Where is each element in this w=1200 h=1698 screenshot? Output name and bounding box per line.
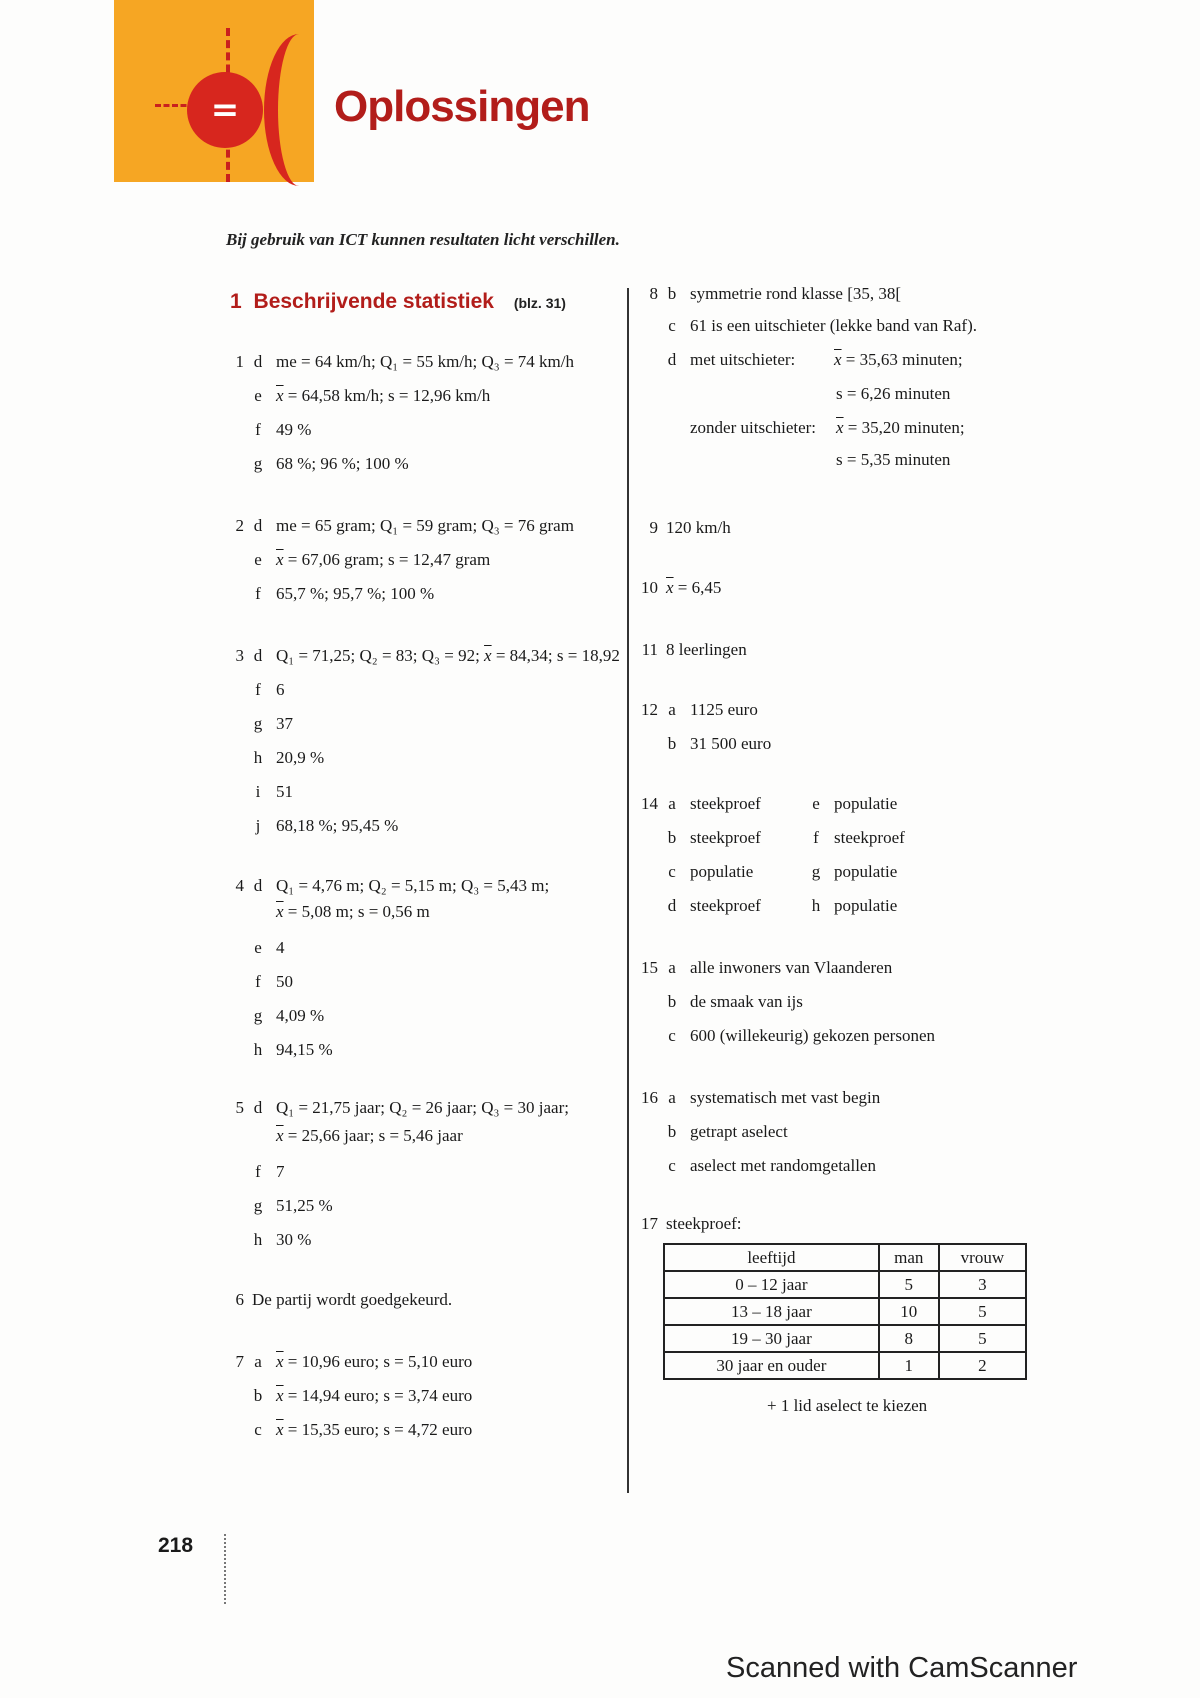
sub-label: g bbox=[811, 862, 821, 881]
answer-3j bbox=[226, 816, 398, 836]
answer-3f bbox=[226, 680, 285, 700]
sub-label: b bbox=[667, 992, 677, 1011]
table-row bbox=[664, 1352, 1026, 1379]
page-divider bbox=[224, 1534, 226, 1604]
answer-4d bbox=[226, 876, 549, 896]
answer-label: met uitschieter: bbox=[690, 350, 796, 369]
sub-label: b bbox=[667, 828, 677, 847]
sub-label: b bbox=[253, 1386, 263, 1405]
answer-text: de smaak van ijs bbox=[690, 992, 803, 1011]
answer-text: 68,18 %; 95,45 % bbox=[276, 816, 399, 835]
question-number: 5 bbox=[235, 1098, 244, 1117]
answer-5h bbox=[226, 1230, 311, 1250]
sub-label: d bbox=[667, 350, 677, 369]
table-note bbox=[767, 1396, 927, 1416]
answer-text: s = 6,26 minuten bbox=[836, 384, 951, 403]
answer-text: 120 km/h bbox=[666, 518, 731, 537]
answer-8d-without bbox=[690, 418, 965, 438]
answer-5g bbox=[226, 1196, 333, 1216]
sub-label: d bbox=[667, 896, 677, 915]
answer-8d-with-s bbox=[836, 384, 950, 404]
answer-text: aselect met randomgetallen bbox=[690, 1156, 876, 1175]
sub-label: e bbox=[254, 938, 262, 957]
answer-3g bbox=[226, 714, 293, 734]
table-cell: 3 bbox=[939, 1271, 1026, 1298]
answer-text: 20,9 % bbox=[276, 748, 325, 767]
sub-label: a bbox=[668, 1088, 676, 1107]
answer-text: steekproef bbox=[690, 896, 761, 915]
sub-label: e bbox=[254, 386, 262, 405]
answer-16a bbox=[640, 1088, 880, 1108]
answer-text: me = 64 km/h; Q₁ = 55 km/h; Q₃ = 74 km/h bbox=[276, 352, 574, 371]
question-number: 16 bbox=[641, 1088, 658, 1107]
sub-label: h bbox=[253, 1040, 263, 1059]
answer-2d bbox=[226, 516, 574, 536]
sub-label: c bbox=[668, 316, 676, 335]
sample-table bbox=[663, 1243, 1027, 1380]
mean-symbol: $\overline{x}$ bbox=[276, 1386, 284, 1405]
answer-text: = 67,06 gram; s = 12,47 gram bbox=[283, 550, 491, 569]
answer-text: 6 bbox=[276, 680, 285, 699]
answer-4e bbox=[226, 938, 285, 958]
answer-5f bbox=[226, 1162, 285, 1182]
sub-label: i bbox=[255, 782, 261, 801]
sub-label: d bbox=[253, 516, 263, 535]
answer-text: steekproef bbox=[690, 828, 761, 847]
answer-1e bbox=[226, 386, 490, 406]
answer-text: = 64,58 km/h; s = 12,96 km/h bbox=[283, 386, 491, 405]
answer-1d bbox=[226, 352, 574, 372]
table-cell: 13 – 18 jaar bbox=[664, 1298, 879, 1325]
sub-label: h bbox=[811, 896, 821, 915]
answer-text: populatie bbox=[834, 794, 898, 813]
answer-4f bbox=[226, 972, 293, 992]
answer-text: populatie bbox=[834, 896, 898, 915]
answer-text: 94,15 % bbox=[276, 1040, 333, 1059]
section-number: 1 bbox=[230, 290, 242, 313]
section-heading bbox=[230, 290, 566, 314]
table-cell: 5 bbox=[879, 1271, 939, 1298]
sub-label: j bbox=[255, 816, 261, 835]
answer-16c bbox=[640, 1156, 876, 1176]
answer-text: Q₁ = 4,76 m; Q₂ = 5,15 m; Q₃ = 5,43 m; bbox=[276, 876, 550, 895]
table-cell: 5 bbox=[939, 1298, 1026, 1325]
sub-label: f bbox=[255, 972, 261, 991]
answer-3h bbox=[226, 748, 324, 768]
bracket-arc-icon bbox=[264, 34, 334, 186]
answer-text: symmetrie rond klasse [35, 38[ bbox=[690, 284, 902, 303]
answer-text: systematisch met vast begin bbox=[690, 1088, 881, 1107]
answer-text: = 84,34; s = 18,92 bbox=[491, 646, 620, 665]
question-number: 4 bbox=[235, 876, 244, 895]
answer-6 bbox=[226, 1290, 452, 1310]
answer-1f bbox=[226, 420, 311, 440]
sub-label: g bbox=[253, 714, 263, 733]
answer-17 bbox=[640, 1214, 742, 1234]
sub-label: d bbox=[253, 876, 263, 895]
answer-14c bbox=[640, 862, 897, 882]
answer-text: 31 500 euro bbox=[690, 734, 772, 753]
sub-label: g bbox=[253, 1006, 263, 1025]
answer-2e bbox=[226, 550, 490, 570]
question-number: 9 bbox=[649, 518, 658, 537]
sub-label: b bbox=[667, 1122, 677, 1141]
sub-label: b bbox=[667, 284, 677, 303]
sub-label: g bbox=[253, 454, 263, 473]
answer-text: steekproef: bbox=[666, 1214, 742, 1233]
sub-label: f bbox=[255, 420, 261, 439]
table-cell: 0 – 12 jaar bbox=[664, 1271, 879, 1298]
answer-text: me = 65 gram; Q₁ = 59 gram; Q₃ = 76 gram bbox=[276, 516, 574, 535]
answer-label: zonder uitschieter: bbox=[690, 418, 817, 437]
question-number: 8 bbox=[649, 284, 658, 303]
mean-symbol: $\overline{x}$ bbox=[276, 902, 284, 921]
sub-label: a bbox=[668, 700, 676, 719]
question-number: 3 bbox=[235, 646, 244, 665]
column-header: man bbox=[879, 1244, 939, 1271]
answer-text: getrapt aselect bbox=[690, 1122, 788, 1141]
answer-text: 68 %; 96 %; 100 % bbox=[276, 454, 409, 473]
answer-10 bbox=[640, 578, 721, 598]
answer-text: = 15,35 euro; s = 4,72 euro bbox=[283, 1420, 473, 1439]
question-number: 6 bbox=[235, 1290, 244, 1309]
answer-12b bbox=[640, 734, 771, 754]
answer-text: + 1 lid aselect te kiezen bbox=[767, 1396, 928, 1415]
page-number: 218 bbox=[158, 1534, 194, 1557]
sub-label: g bbox=[253, 1196, 263, 1215]
sub-label: f bbox=[813, 828, 819, 847]
answer-2f bbox=[226, 584, 434, 604]
sub-label: b bbox=[667, 734, 677, 753]
answer-3d bbox=[226, 646, 620, 666]
question-number: 2 bbox=[235, 516, 244, 535]
sub-label: f bbox=[255, 1162, 261, 1181]
mean-symbol: $\overline{x}$ bbox=[834, 350, 842, 369]
question-number: 10 bbox=[641, 578, 658, 597]
answer-text: = 14,94 euro; s = 3,74 euro bbox=[283, 1386, 473, 1405]
answer-text: Q₁ = 21,75 jaar; Q₂ = 26 jaar; Q₃ = 30 jaar; bbox=[276, 1098, 569, 1117]
table-cell: 2 bbox=[939, 1352, 1026, 1379]
answer-14d bbox=[640, 896, 897, 916]
question-number: 17 bbox=[641, 1214, 658, 1233]
column-header: vrouw bbox=[939, 1244, 1026, 1271]
mean-symbol: $\overline{x}$ bbox=[276, 550, 284, 569]
mean-symbol: $\overline{x}$ bbox=[666, 578, 674, 597]
answer-text: 30 % bbox=[276, 1230, 312, 1249]
equals-icon: = bbox=[187, 72, 263, 148]
answer-4d-cont bbox=[226, 902, 430, 922]
answer-text: steekproef bbox=[834, 828, 905, 847]
question-number: 11 bbox=[641, 640, 658, 659]
answer-12a bbox=[640, 700, 758, 720]
answer-text: = 10,96 euro; s = 5,10 euro bbox=[283, 1352, 473, 1371]
mean-symbol: $\overline{x}$ bbox=[276, 386, 284, 405]
answer-text: alle inwoners van Vlaanderen bbox=[690, 958, 893, 977]
answer-8c bbox=[640, 316, 977, 336]
section-page-ref: (blz. 31) bbox=[513, 295, 566, 311]
sub-label: d bbox=[253, 352, 263, 371]
answer-15c bbox=[640, 1026, 935, 1046]
table-cell: 1 bbox=[879, 1352, 939, 1379]
mean-symbol: $\overline{x}$ bbox=[276, 1126, 284, 1145]
answer-text: populatie bbox=[690, 862, 754, 881]
answer-5d-cont bbox=[226, 1126, 463, 1146]
answer-14a bbox=[640, 794, 897, 814]
page-title: Oplossingen bbox=[334, 82, 590, 131]
scanner-watermark: Scanned with CamScanner bbox=[726, 1652, 1078, 1684]
answer-4h bbox=[226, 1040, 333, 1060]
answer-3i bbox=[226, 782, 293, 802]
answer-11 bbox=[640, 640, 747, 660]
answer-text: 49 % bbox=[276, 420, 312, 439]
sub-label: f bbox=[255, 680, 261, 699]
sub-label: a bbox=[254, 1352, 262, 1371]
question-number: 7 bbox=[235, 1352, 244, 1371]
table-row bbox=[664, 1271, 1026, 1298]
answer-text: 8 leerlingen bbox=[666, 640, 747, 659]
mean-symbol: $\overline{x}$ bbox=[484, 646, 492, 665]
answer-text: s = 5,35 minuten bbox=[836, 450, 951, 469]
sub-label: e bbox=[254, 550, 262, 569]
section-title: Beschrijvende statistiek bbox=[253, 290, 494, 313]
sub-label: d bbox=[253, 646, 263, 665]
question-number: 1 bbox=[235, 352, 244, 371]
answer-14b bbox=[640, 828, 905, 848]
intro-note: Bij gebruik van ICT kunnen resultaten licht verschillen. bbox=[226, 230, 620, 249]
answer-15a bbox=[640, 958, 892, 978]
table-cell: 8 bbox=[879, 1325, 939, 1352]
answer-text: 1125 euro bbox=[690, 700, 758, 719]
sub-label: c bbox=[668, 862, 676, 881]
answer-15b bbox=[640, 992, 803, 1012]
answer-text: 600 (willekeurig) gekozen personen bbox=[690, 1026, 935, 1045]
answer-16b bbox=[640, 1122, 788, 1142]
question-number: 14 bbox=[641, 794, 658, 813]
question-number: 12 bbox=[641, 700, 658, 719]
answer-text: populatie bbox=[834, 862, 898, 881]
answer-text: 65,7 %; 95,7 %; 100 % bbox=[276, 584, 435, 603]
sub-label: f bbox=[255, 584, 261, 603]
answer-text: = 35,20 minuten; bbox=[843, 418, 965, 437]
answer-7b bbox=[226, 1386, 472, 1406]
answer-text: 7 bbox=[276, 1162, 285, 1181]
table-cell: 19 – 30 jaar bbox=[664, 1325, 879, 1352]
sub-label: h bbox=[253, 1230, 263, 1249]
answer-text: = 35,63 minuten; bbox=[841, 350, 963, 369]
answer-text: = 25,66 jaar; s = 5,46 jaar bbox=[283, 1126, 463, 1145]
answer-8d-without-s bbox=[836, 450, 950, 470]
sub-label: c bbox=[668, 1026, 676, 1045]
answer-7c bbox=[226, 1420, 472, 1440]
answer-text: 50 bbox=[276, 972, 293, 991]
answer-9 bbox=[640, 518, 731, 538]
sub-label: a bbox=[668, 794, 676, 813]
answer-5d bbox=[226, 1098, 569, 1118]
mean-symbol: $\overline{x}$ bbox=[836, 418, 844, 437]
sub-label: c bbox=[254, 1420, 262, 1439]
table-header-row bbox=[664, 1244, 1026, 1271]
answer-text: 51,25 % bbox=[276, 1196, 333, 1215]
mean-symbol: $\overline{x}$ bbox=[276, 1352, 284, 1371]
mean-symbol: $\overline{x}$ bbox=[276, 1420, 284, 1439]
column-header: leeftijd bbox=[664, 1244, 879, 1271]
table-row bbox=[664, 1325, 1026, 1352]
answer-text: Q₁ = 71,25; Q₂ = 83; Q₃ = 92; bbox=[276, 646, 485, 665]
answer-text: = 5,08 m; s = 0,56 m bbox=[283, 902, 430, 921]
sub-label: c bbox=[668, 1156, 676, 1175]
answer-8b bbox=[640, 284, 901, 304]
answer-text: 37 bbox=[276, 714, 293, 733]
table-row bbox=[664, 1298, 1026, 1325]
answer-text: 4 bbox=[276, 938, 285, 957]
answer-7a bbox=[226, 1352, 472, 1372]
sub-label: e bbox=[812, 794, 820, 813]
answer-text: De partij wordt goedgekeurd. bbox=[252, 1290, 453, 1309]
sub-label: h bbox=[253, 748, 263, 767]
answer-text: 51 bbox=[276, 782, 293, 801]
answer-text: 61 is een uitschieter (lekke band van Raf). bbox=[690, 316, 978, 335]
table-cell: 5 bbox=[939, 1325, 1026, 1352]
sub-label: d bbox=[253, 1098, 263, 1117]
answer-text: = 6,45 bbox=[673, 578, 722, 597]
sub-label: a bbox=[668, 958, 676, 977]
table-cell: 30 jaar en ouder bbox=[664, 1352, 879, 1379]
answer-4g bbox=[226, 1006, 324, 1026]
answer-text: 4,09 % bbox=[276, 1006, 325, 1025]
question-number: 15 bbox=[641, 958, 658, 977]
answer-1g bbox=[226, 454, 409, 474]
column-divider bbox=[627, 288, 629, 1493]
table-cell: 10 bbox=[879, 1298, 939, 1325]
answer-8d-with bbox=[640, 350, 963, 370]
answer-text: steekproef bbox=[690, 794, 761, 813]
